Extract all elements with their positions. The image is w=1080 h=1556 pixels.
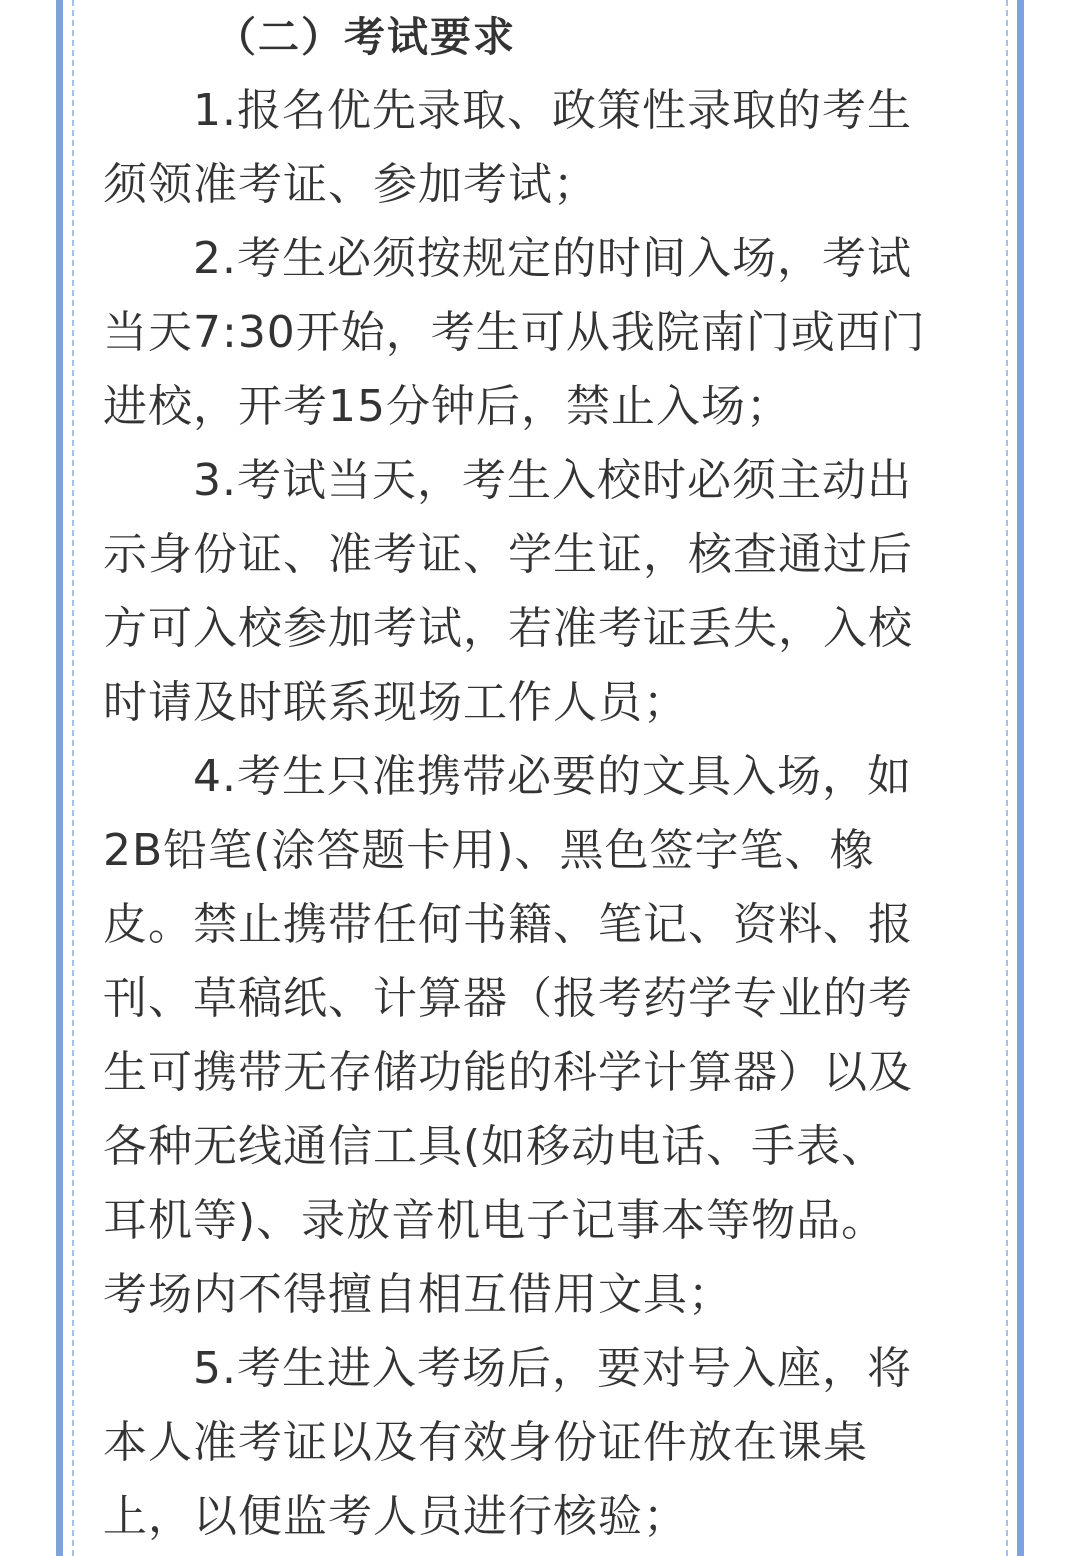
text-line: 上，以便监考人员进行核验； xyxy=(103,1491,688,1542)
frame-dashed-line-left xyxy=(72,0,74,1556)
text-line: 考场内不得擅自相互借用文具； xyxy=(103,1269,733,1320)
text-line: 进校，开考15分钟后，禁止入场； xyxy=(103,381,791,432)
text-line: 示身份证、准考证、学生证，核查通过后 xyxy=(103,529,913,580)
frame-border-left xyxy=(56,0,63,1556)
text-line: 2B铅笔(涂答题卡用)、黑色签字笔、橡 xyxy=(103,825,875,876)
text-line: 2.考生必须按规定的时间入场，考试 xyxy=(193,233,912,284)
text-line: 5.考生进入考场后，要对号入座，将 xyxy=(193,1343,912,1394)
text-line: 时请及时联系现场工作人员； xyxy=(103,677,688,728)
article-content xyxy=(103,0,983,1554)
text-line: 1.报名优先录取、政策性录取的考生 xyxy=(193,85,912,136)
text-line: 生可携带无存储功能的科学计算器）以及 xyxy=(103,1047,913,1098)
frame-border-right xyxy=(1017,0,1024,1556)
article-body xyxy=(103,74,983,1554)
frame-dashed-line-right xyxy=(1006,0,1008,1556)
text-line: 本人准考证以及有效身份证件放在课桌 xyxy=(103,1417,868,1468)
text-line: 当天7:30开始，考生可从我院南门或西门 xyxy=(103,307,926,358)
text-line: 皮。禁止携带任何书籍、笔记、资料、报 xyxy=(103,899,913,950)
text-line: 3.考试当天，考生入校时必须主动出 xyxy=(193,455,912,506)
section-title: （二）考试要求 xyxy=(215,13,516,61)
text-line: 各种无线通信工具(如移动电话、手表、 xyxy=(103,1121,887,1172)
text-line: 刊、草稿纸、计算器（报考药学专业的考 xyxy=(103,973,913,1024)
text-line: 方可入校参加考试，若准考证丢失，入校 xyxy=(103,603,913,654)
text-line: 4.考生只准携带必要的文具入场，如 xyxy=(193,751,912,802)
text-line: 耳机等)、录放音机电子记事本等物品。 xyxy=(103,1195,887,1246)
text-line: 须领准考证、参加考试； xyxy=(103,159,598,210)
